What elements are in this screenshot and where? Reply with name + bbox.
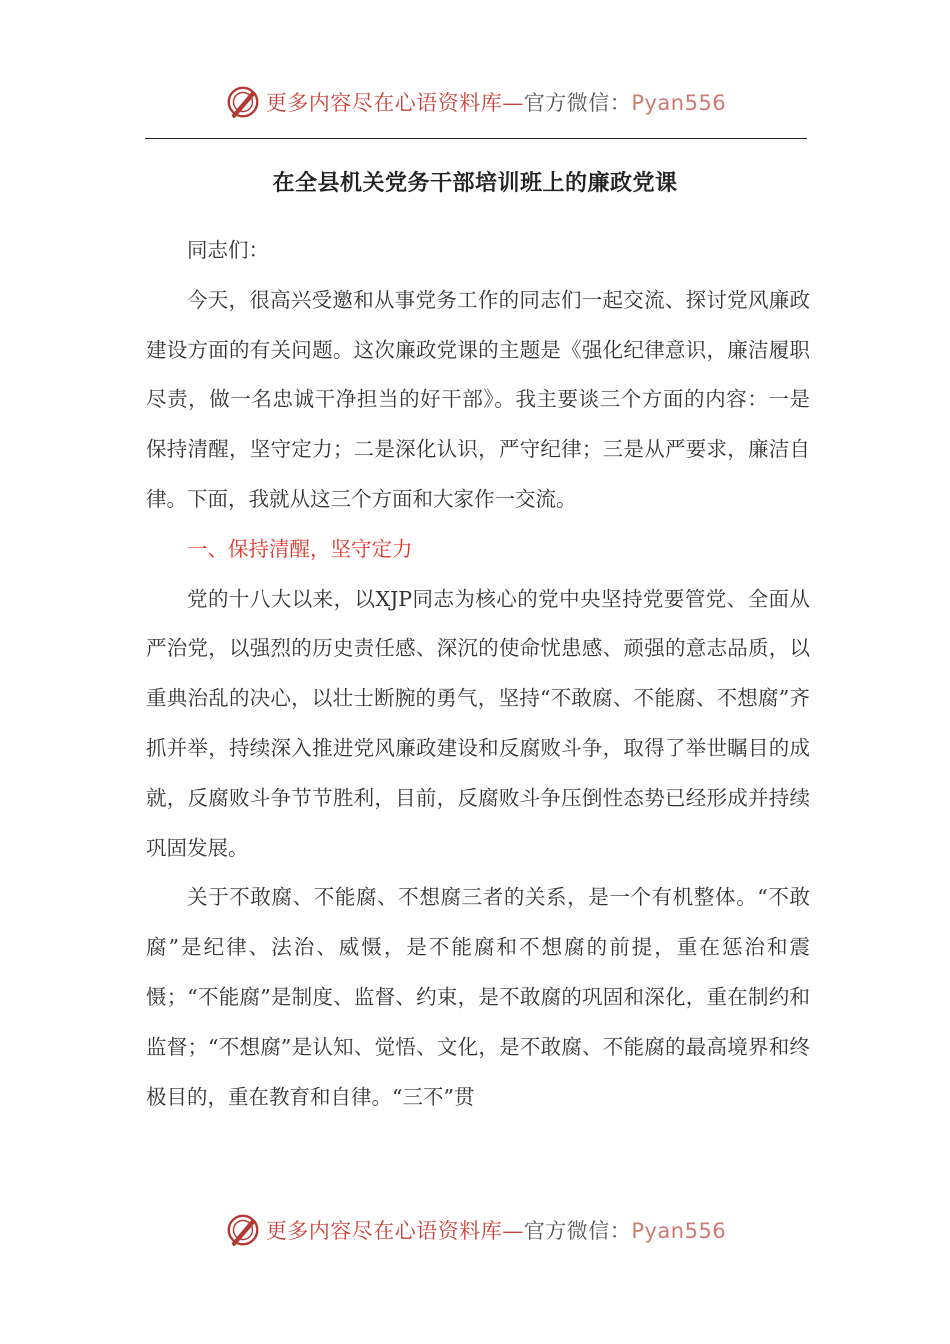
pen-circle-logo-icon [224,1211,262,1249]
header-divider [145,138,807,139]
banner-title: 更多内容尽在心语资料库 [265,91,503,115]
body-paragraph: 关于不敢腐、不能腐、不想腐三者的关系，是一个有机整体。“不敢腐”是纪律、法治、威慑，是不能腐和不想腐的前提，重在惩治和震慑；“不能腐”是制度、监督、约束，是不敢腐的巩固和深化，重在制约和监督；“不想腐”是认知、觉悟、文化，是不敢腐、不能腐的最高境界和终极目的，重在教育和自律。“三不”贯 [146,885,810,1109]
document-body [146,226,810,1122]
banner-dash: — [502,91,524,115]
banner-wechat-label: 官方微信： [523,91,632,115]
banner-dash: — [502,1219,524,1243]
document-title: 在全县机关党务干部培训班上的廉政党课 [272,171,678,196]
body-paragraph: 党的十八大以来，以XJP同志为核心的党中央坚持党要管党、全面从严治党，以强烈的历史责任感、深沉的使命忧患感、顽强的意志品质，以重典治乱的决心，以壮士断腕的勇气，坚持“不敢腐、不能腐、不想腐”齐抓并举，持续深入推进党风廉政建设和反腐败斗争，取得了举世瞩目的成就，反腐败斗争节节胜利，目前，反腐败斗争压倒性态势已经形成并持续巩固发展。 [146,586,810,860]
banner-wechat-id: Pyan556 [631,91,727,115]
pen-circle-logo-icon [224,83,262,121]
salutation: 同志们： [187,238,269,262]
footer-watermark-banner [0,1210,950,1250]
banner-wechat-id: Pyan556 [631,1219,727,1243]
header-watermark-banner [0,82,950,122]
banner-wechat-label: 官方微信： [523,1219,632,1243]
section-heading: 一、保持清醒，坚守定力 [187,536,413,561]
banner-title: 更多内容尽在心语资料库 [265,1219,503,1243]
intro-paragraph: 今天，很高兴受邀和从事党务工作的同志们一起交流、探讨党风廉政建设方面的有关问题。这次廉政党课的主题是《强化纪律意识，廉洁履职尽责，做一名忠诚干净担当的好干部》。我主要谈三个方面的内容：一是保持清醒，坚守定力；二是深化认识，严守纪律；三是从严要求，廉洁自律。下面，我就从这三个方面和大家作一交流。 [146,287,810,511]
